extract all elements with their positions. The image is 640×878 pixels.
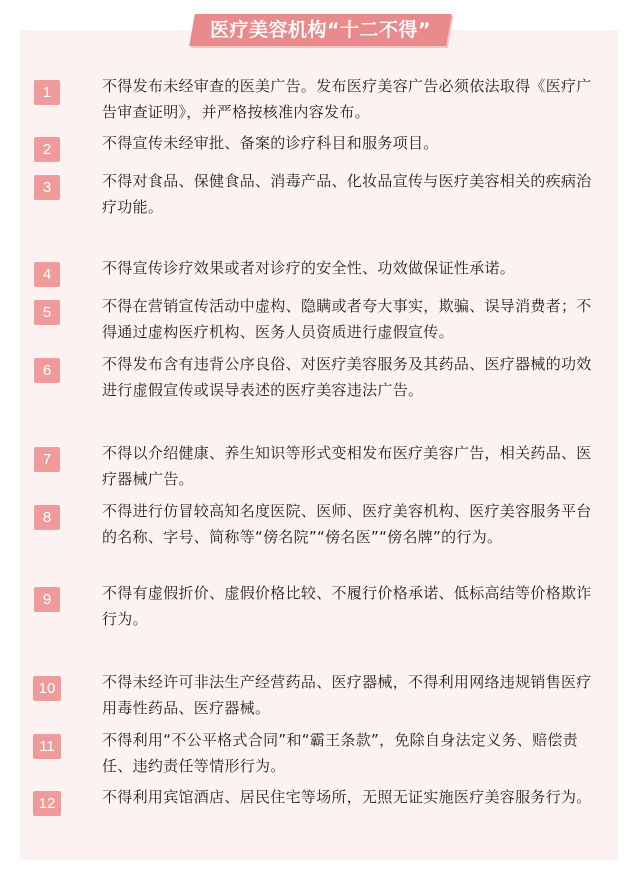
- item-number-badge: 3: [34, 175, 60, 200]
- item-text: 不得宣传诊疗效果或者对诊疗的安全性、功效做保证性承诺。: [102, 259, 516, 277]
- item-text: 不得有虚假折价、虚假价格比较、不履行价格承诺、低标高结等价格欺诈行为。: [102, 584, 592, 628]
- title-container: [0, 14, 640, 46]
- item-number-badge: 6: [34, 358, 60, 383]
- page-title: 医疗美容机构“十二不得”: [209, 19, 431, 41]
- item-number-badge: 7: [34, 447, 60, 472]
- item-text: 不得对食品、保健食品、消毒产品、化妆品宣传与医疗美容相关的疾病治疗功能。: [102, 172, 592, 216]
- item-number-badge: 8: [34, 505, 60, 530]
- item-text: 不得以介绍健康、养生知识等形式变相发布医疗美容广告，相关药品、医疗器械广告。: [102, 444, 592, 488]
- item-text: 不得利用“不公平格式合同”和“霸王条款”，免除自身法定义务、赔偿责任、违约责任等情形行为。: [102, 731, 578, 775]
- item-number-badge: 4: [34, 262, 60, 287]
- item-number-badge: 11: [33, 734, 61, 759]
- item-text: 不得未经许可非法生产经营药品、医疗器械，不得利用网络违规销售医疗用毒性药品、医疗器械。: [102, 673, 592, 717]
- item-text: 不得发布含有违背公序良俗、对医疗美容服务及其药品、医疗器械的功效进行虚假宣传或误导表述的医疗美容违法广告。: [102, 355, 592, 399]
- item-text: 不得发布未经审查的医美广告。发布医疗美容广告必须依法取得《医疗广告审查证明》，并严格按核准内容发布。: [102, 77, 592, 121]
- item-text: 不得利用宾馆酒店、居民住宅等场所，无照无证实施医疗美容服务行为。: [102, 788, 592, 806]
- item-number-badge: 2: [34, 137, 60, 162]
- title-banner: [189, 14, 452, 46]
- item-number-badge: 10: [33, 676, 61, 701]
- item-number-badge: 12: [33, 791, 61, 816]
- item-number-badge: 5: [34, 300, 60, 325]
- item-number-badge: 1: [34, 80, 60, 105]
- item-text: 不得进行仿冒较高知名度医院、医师、医疗美容机构、医疗美容服务平台的名称、字号、简称等“傍名院”“傍名医”“傍名牌”的行为。: [102, 502, 592, 546]
- item-number-badge: 9: [34, 587, 60, 612]
- item-text: 不得在营销宣传活动中虚构、隐瞒或者夸大事实，欺骗、误导消费者；不得通过虚构医疗机构、医务人员资质进行虚假宣传。: [102, 297, 592, 341]
- item-text: 不得宣传未经审批、备案的诊疗科目和服务项目。: [102, 134, 439, 152]
